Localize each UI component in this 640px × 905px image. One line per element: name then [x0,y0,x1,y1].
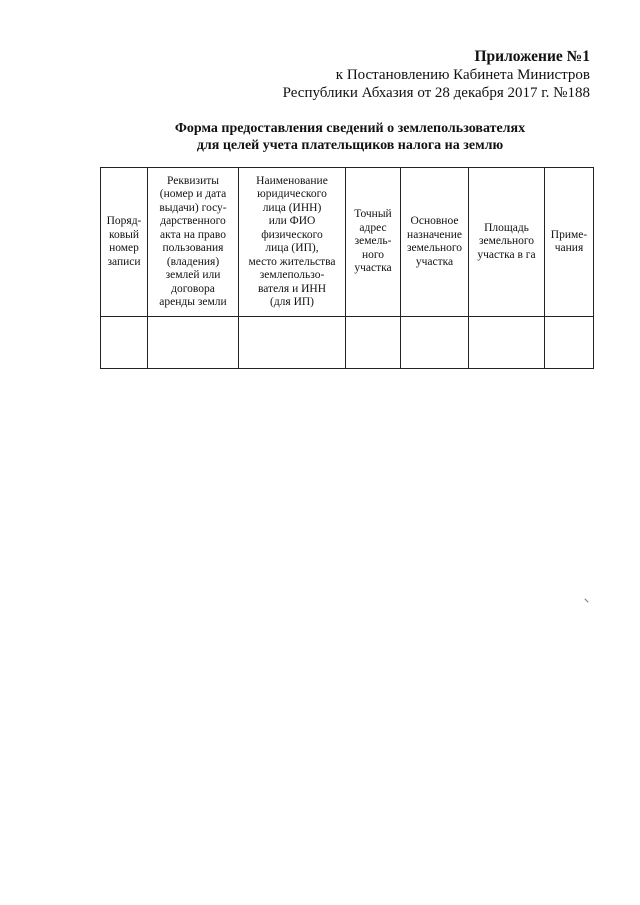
column-header-plot-purpose: Основное назначение земельного участка [401,168,469,317]
column-header-plot-area: Площадь земельного участка в га [469,168,545,317]
table-cell [101,317,148,369]
form-title [100,120,600,154]
column-header-record-number: Поряд- ковый номер записи [101,168,148,317]
column-header-notes: Приме- чания [545,168,594,317]
table-cell [401,317,469,369]
appendix-reference-line-2: Республики Абхазия от 28 декабря 2017 г. №188 [282,85,590,101]
table-cell [148,317,239,369]
appendix-header [283,48,590,102]
table-cell [545,317,594,369]
appendix-reference-line-1: к Постановлению Кабинета Министров [335,67,590,83]
land-users-form-table [100,167,594,369]
table-cell [239,317,346,369]
form-title-line-1: Форма предоставления сведений о землепользователях [174,121,526,136]
column-header-plot-address: Точный адрес земель- ного участка [346,168,401,317]
table-cell [469,317,545,369]
scan-speck [584,598,588,602]
form-title-line-2: для целей учета плательщиков налога на землю [196,138,504,153]
column-header-act-details: Реквизиты (номер и дата выдачи) госу- дарственного акта на право пользования (владения) землей или договора аренды земли [148,168,239,317]
table-row [101,317,594,369]
column-header-land-user-name: Наименование юридического лица (ИНН) или ФИО физического лица (ИП), место жительства землепользо- вателя и ИНН (для ИП) [239,168,346,317]
appendix-number: Приложение №1 [474,48,590,65]
table-cell [346,317,401,369]
table-header-row [101,168,594,317]
